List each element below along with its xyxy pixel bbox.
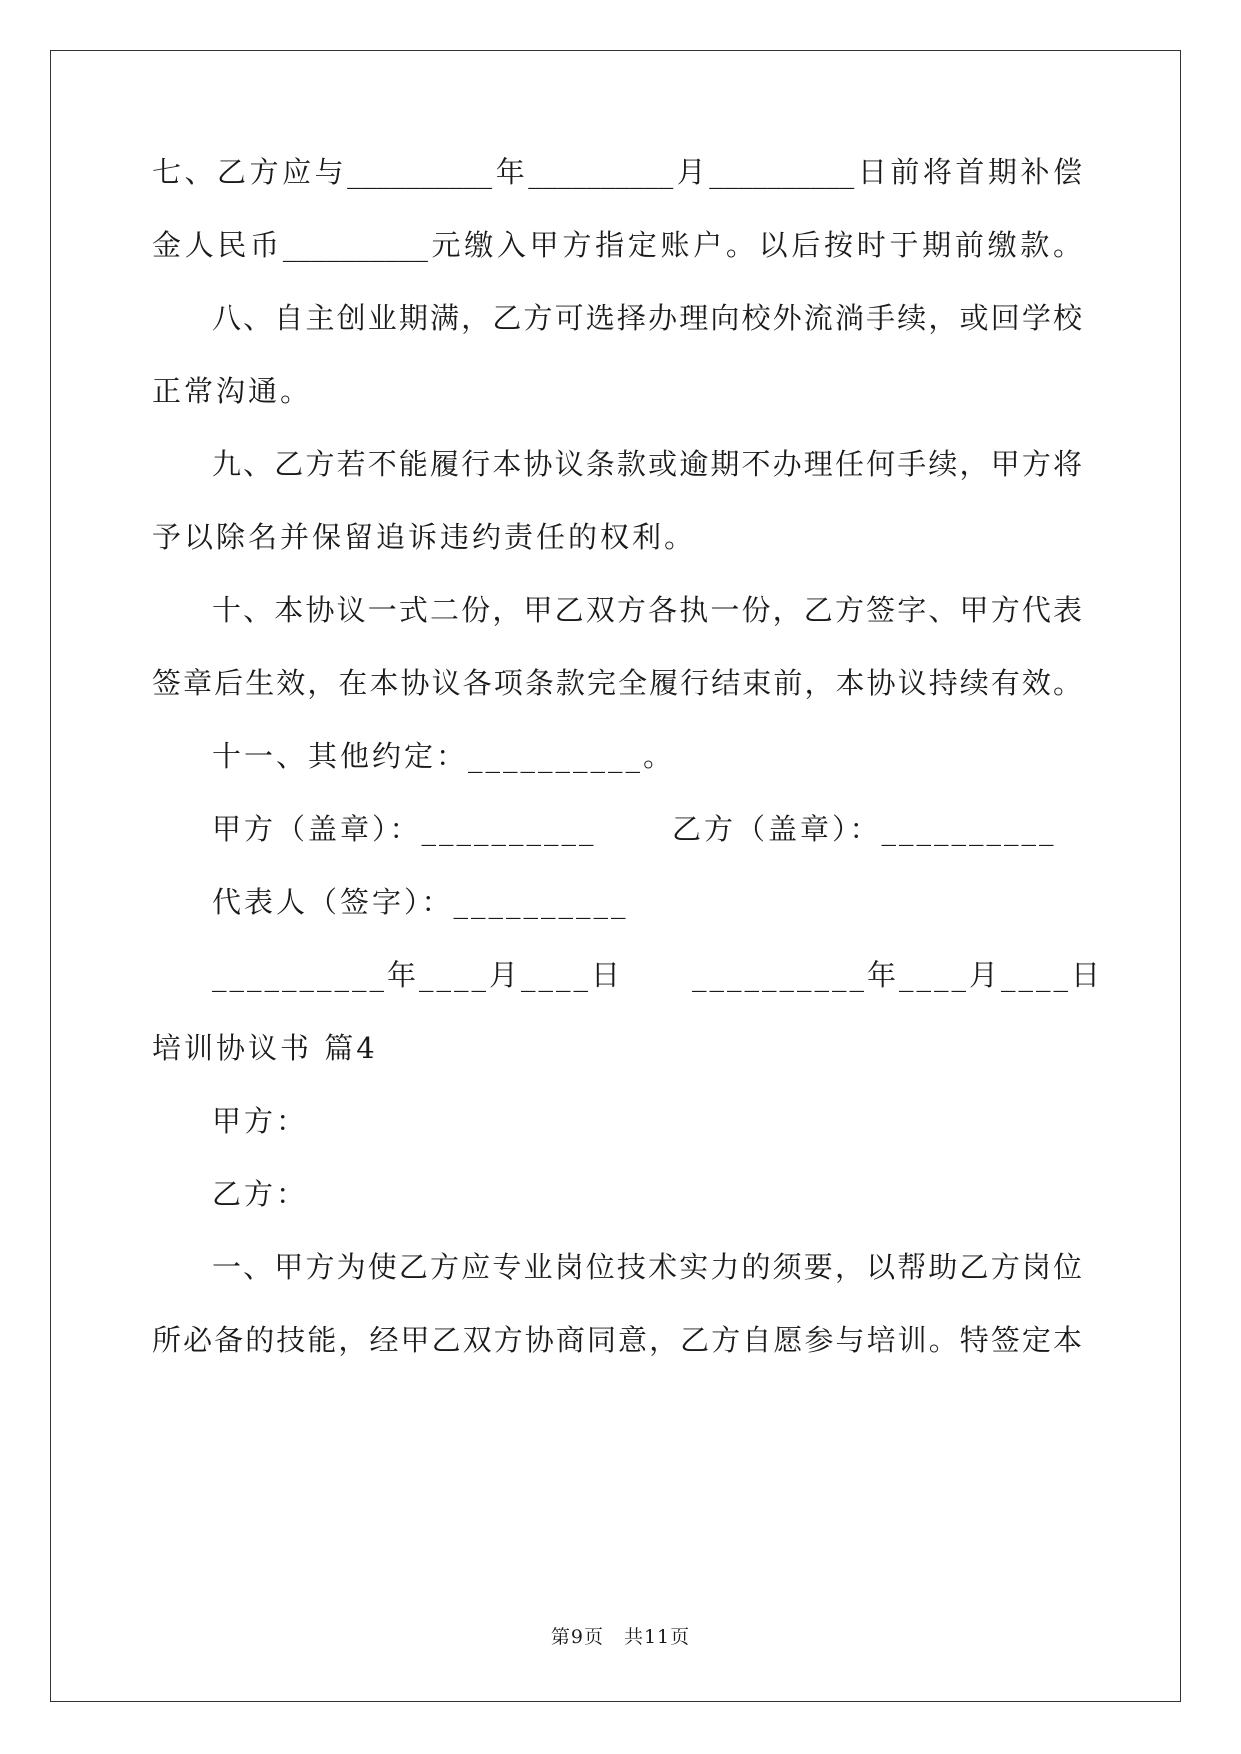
party-a-seal: 甲方（盖章）：__________ (212, 812, 597, 846)
clause-9-line-1: 九、乙方若不能履行本协议条款或逾期不办理任何手续，甲方将 (212, 447, 1082, 481)
date-party-b: __________年____月____日 (692, 958, 1104, 992)
party-b-seal: 乙方（盖章）：__________ (672, 812, 1057, 846)
clause-10-line-1: 十、本协议一式二份，甲乙双方各执一份，乙方签字、甲方代表 (212, 593, 1082, 627)
party-a-label: 甲方： (212, 1104, 309, 1138)
date-party-a: __________年____月____日 (212, 958, 624, 992)
clause-7-line-2: 金人民币__________元缴入甲方指定账户。以后按时于期前缴款。 (152, 228, 1082, 262)
clause-11: 十一、其他约定：__________。 (212, 739, 676, 773)
page-footer: 第9页 共11页 (550, 1626, 691, 1648)
party-b-label: 乙方： (212, 1177, 309, 1211)
clause-9-line-2: 予以除名并保留追诉违约责任的权利。 (152, 520, 697, 554)
clause-7-line-1: 七、乙方应与__________年__________月__________日前将首期补偿 (152, 155, 1082, 189)
representative-signature: 代表人（签字）：__________ (212, 885, 629, 919)
clause-1-line-1: 一、甲方为使乙方应专业岗位技术实力的须要，以帮助乙方岗位 (212, 1250, 1082, 1284)
clause-1-line-2: 所必备的技能，经甲乙双方协商同意，乙方自愿参与培训。特签定本 (152, 1323, 1082, 1357)
clause-8-line-1: 八、自主创业期满，乙方可选择办理向校外流淌手续，或回学校 (212, 301, 1082, 335)
clause-8-line-2: 正常沟通。 (152, 374, 313, 408)
section-heading: 培训协议书 篇4 (152, 1031, 378, 1065)
page-border (50, 50, 1181, 1702)
clause-10-line-2: 签章后生效，在本协议各项条款完全履行结束前，本协议持续有效。 (152, 666, 1082, 700)
